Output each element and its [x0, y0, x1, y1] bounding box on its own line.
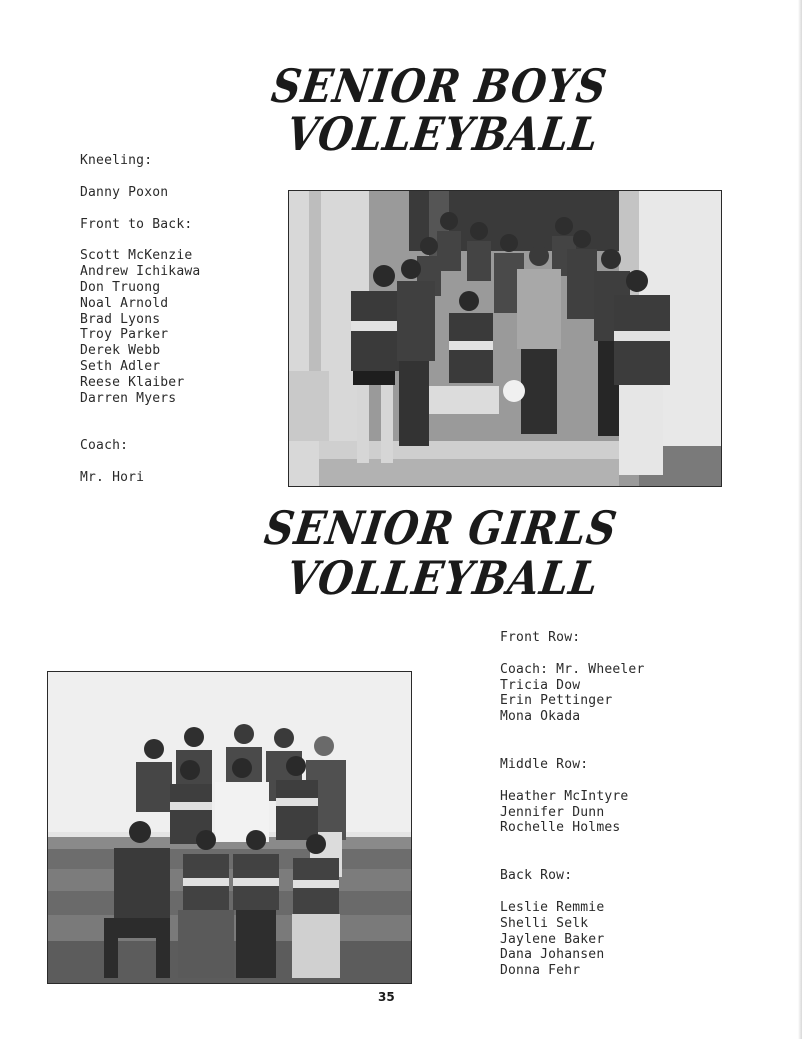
player-name: Reese Klaiber: [80, 374, 185, 390]
girls-roster: [500, 630, 644, 979]
middle-row-name: Rochelle Holmes: [500, 820, 621, 836]
back-row-name: Jaylene Baker: [500, 931, 605, 947]
front-back-label: Front to Back:: [80, 216, 193, 232]
girls-photo-illustration: [48, 672, 411, 983]
player-name: Noal Arnold: [80, 295, 169, 311]
page-edge-shadow: [798, 0, 802, 1039]
middle-row-name: Heather McIntyre: [500, 788, 629, 804]
player-name: Don Truong: [80, 279, 161, 295]
boys-coach-name: Mr. Hori: [80, 469, 145, 485]
boys-photo-illustration: [289, 191, 721, 486]
kneeling-label: Kneeling:: [80, 153, 153, 168]
front-row-name: Tricia Dow: [500, 677, 581, 693]
front-row-label: Front Row:: [500, 630, 581, 645]
kneeling-name: Danny Poxon: [80, 184, 169, 200]
player-name: Derek Webb: [80, 343, 161, 359]
middle-row-label: Middle Row:: [500, 756, 589, 772]
girls-title-line2: VOLLEYBALL: [283, 551, 603, 606]
back-row-name: Donna Fehr: [500, 963, 581, 979]
player-name: Seth Adler: [80, 358, 161, 374]
player-name: Andrew Ichikawa: [80, 264, 201, 280]
front-row-name: Erin Pettinger: [500, 693, 613, 709]
boys-title-line2: VOLLEYBALL: [283, 107, 603, 162]
player-name: Scott McKenzie: [80, 248, 193, 264]
back-row-label: Back Row:: [500, 868, 573, 884]
boys-title-line1: SENIOR BOYS: [268, 59, 611, 114]
player-name: Brad Lyons: [80, 311, 161, 327]
back-row-name: Leslie Remmie: [500, 899, 605, 915]
front-row-name: Coach: Mr. Wheeler: [500, 661, 645, 677]
girls-title-line1: SENIOR GIRLS: [261, 501, 621, 556]
player-name: Troy Parker: [80, 327, 169, 343]
girls-team-photo: [47, 671, 412, 984]
page-number: 35: [378, 990, 395, 1004]
boys-coach-label: Coach:: [80, 438, 129, 454]
middle-row-name: Jennifer Dunn: [500, 804, 605, 820]
back-row-name: Dana Johansen: [500, 947, 605, 963]
boys-team-photo: [288, 190, 722, 487]
front-row-name: Mona Okada: [500, 709, 581, 725]
back-row-name: Shelli Selk: [500, 915, 589, 931]
player-name: Darren Myers: [80, 390, 177, 406]
boys-roster: [80, 153, 200, 486]
